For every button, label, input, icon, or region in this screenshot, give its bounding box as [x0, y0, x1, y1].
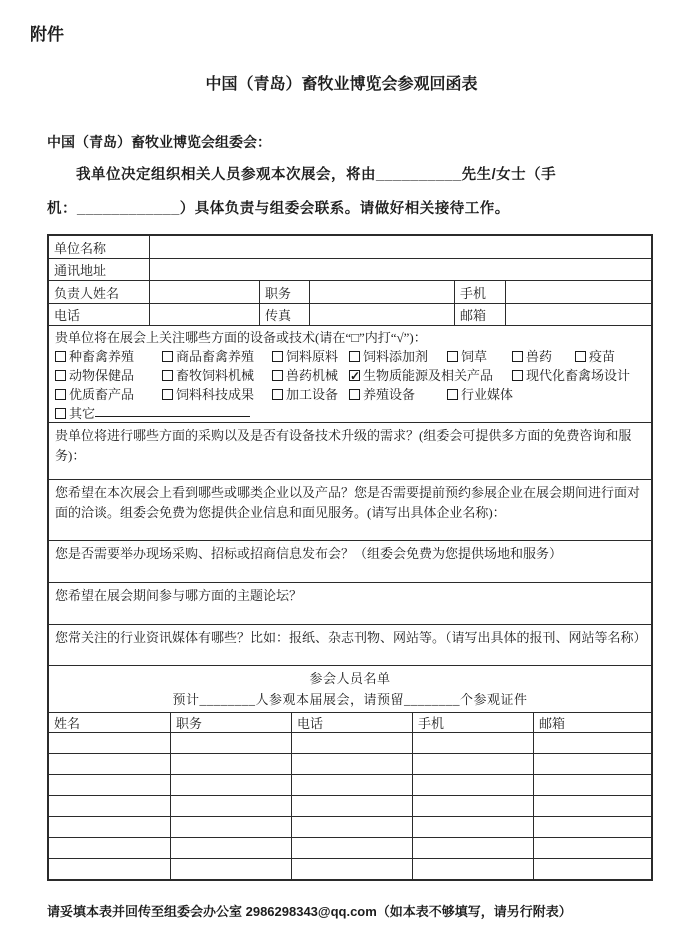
checkbox-line-1	[55, 347, 645, 366]
participant-row	[49, 732, 651, 753]
checkbox-item[interactable]	[162, 366, 272, 385]
unit-name-row	[49, 236, 651, 258]
checkbox-icon	[272, 389, 283, 400]
participant-cell[interactable]	[291, 775, 412, 795]
participant-cell[interactable]	[291, 838, 412, 858]
checkbox-item[interactable]	[447, 385, 513, 404]
participant-cell[interactable]	[412, 775, 533, 795]
salutation: 中国（青岛）畜牧业博览会组委会：	[47, 134, 271, 150]
participant-cell[interactable]	[49, 817, 170, 837]
email-value[interactable]	[505, 304, 651, 325]
checkbox-item[interactable]	[55, 347, 162, 366]
checkbox-label: 商品畜禽养殖	[176, 349, 255, 364]
checkbox-line-other	[55, 404, 645, 423]
participants-header-email: 邮箱	[533, 713, 651, 732]
checkbox-label: 饲料添加剂	[363, 349, 429, 364]
participants-header-position: 职务	[170, 713, 291, 732]
checkbox-item-other[interactable]	[55, 404, 95, 423]
checkbox-item[interactable]	[349, 366, 512, 385]
participants-title-row	[49, 665, 651, 712]
checkbox-icon	[512, 370, 523, 381]
question-row-companies[interactable]	[49, 479, 651, 540]
address-label: 通讯地址	[54, 263, 107, 278]
participant-cell[interactable]	[170, 775, 291, 795]
participant-cell[interactable]	[49, 733, 170, 753]
participant-empty-rows	[49, 732, 651, 879]
participants-title: 参会人员名单	[309, 671, 391, 686]
checkbox-label: 饲草	[461, 349, 488, 364]
fax-value[interactable]	[309, 304, 454, 325]
phone-label: 电话	[54, 308, 81, 323]
checkbox-icon	[162, 389, 173, 400]
participant-cell[interactable]	[533, 817, 651, 837]
checkbox-icon	[162, 370, 173, 381]
question-row-procurement[interactable]	[49, 422, 651, 479]
focus-question: 贵单位将在展会上关注哪些方面的设备或技术(请在“□”内打“√”)：	[55, 330, 427, 345]
participant-cell[interactable]	[533, 733, 651, 753]
position-label: 职务	[259, 281, 309, 303]
checkbox-icon	[349, 370, 360, 381]
participant-cell[interactable]	[170, 733, 291, 753]
checkbox-item[interactable]	[512, 366, 630, 385]
checkbox-icon	[55, 351, 66, 362]
attachment-label: 附件	[30, 25, 64, 44]
checkbox-item[interactable]	[272, 366, 349, 385]
checkbox-label: 饲料原料	[286, 349, 339, 364]
checkbox-label: 生物质能源及相关产品	[363, 368, 494, 383]
participant-row	[49, 858, 651, 879]
question-text: 您希望在本次展会上看到哪些或哪类企业以及产品？您是否需要提前预约参展企业在展会期间进行面对面的洽谈。组委会免费为您提供企业信息和面见服务。(请写出具体企业名称)：	[55, 485, 641, 520]
participants-header-row	[49, 712, 651, 732]
checkbox-icon	[349, 351, 360, 362]
checkbox-item[interactable]	[447, 347, 512, 366]
fax-label: 传真	[259, 304, 309, 325]
focus-section	[49, 325, 651, 422]
unit-name-label: 单位名称	[54, 240, 107, 256]
intro-line-2: 机：____________）具体负责与组委会联系。请做好相关接待工作。	[47, 201, 510, 217]
checkbox-item[interactable]	[349, 347, 447, 366]
contact-name-row	[49, 280, 651, 303]
checkbox-item[interactable]	[349, 385, 447, 404]
participant-cell[interactable]	[170, 754, 291, 774]
participants-header-phone: 电话	[291, 713, 412, 732]
checkbox-line-3	[55, 385, 645, 404]
address-row	[49, 258, 651, 280]
checkbox-icon	[349, 389, 360, 400]
participant-cell[interactable]	[291, 859, 412, 879]
other-blank-line[interactable]	[95, 404, 250, 417]
checkbox-item[interactable]	[575, 347, 615, 366]
checkbox-label: 疫苗	[589, 349, 616, 364]
participant-cell[interactable]	[533, 838, 651, 858]
checkbox-icon	[272, 370, 283, 381]
checkbox-label: 兽药	[526, 349, 553, 364]
phone-row	[49, 303, 651, 325]
participant-row	[49, 816, 651, 837]
checkbox-label: 现代化畜禽场设计	[526, 368, 631, 383]
footer-note: 请妥填本表并回传至组委会办公室 2986298343@qq.com（如本表不够填写，请另行附表）	[47, 904, 572, 919]
intro-paragraph	[47, 158, 653, 226]
participant-cell[interactable]	[291, 733, 412, 753]
participant-cell[interactable]	[291, 754, 412, 774]
question-text: 您希望在展会期间参与哪方面的主题论坛？	[55, 588, 303, 603]
participant-cell[interactable]	[49, 796, 170, 816]
question-row-release-event[interactable]	[49, 540, 651, 582]
checkbox-label: 畜牧饲料机械	[176, 368, 255, 383]
participant-row	[49, 753, 651, 774]
checkbox-label: 养殖设备	[363, 387, 416, 402]
checkbox-icon	[447, 351, 458, 362]
participant-cell[interactable]	[412, 754, 533, 774]
participant-cell[interactable]	[412, 796, 533, 816]
participant-cell[interactable]	[170, 796, 291, 816]
question-row-media[interactable]	[49, 624, 651, 665]
participant-cell[interactable]	[533, 754, 651, 774]
question-text: 您常关注的行业资讯媒体有哪些？比如：报纸、杂志刊物、网站等。（请写出具体的报刊、网站等名称）	[55, 630, 647, 645]
checkbox-item[interactable]	[55, 385, 162, 404]
checkbox-icon	[447, 389, 458, 400]
checkbox-icon	[512, 351, 523, 362]
participant-cell[interactable]	[170, 817, 291, 837]
participant-cell[interactable]	[412, 838, 533, 858]
question-text: 您是否需要举办现场采购、招标或招商信息发布会？（组委会免费为您提供场地和服务）	[55, 546, 563, 561]
checkbox-label: 饲料科技成果	[176, 387, 255, 402]
participant-row	[49, 837, 651, 858]
checkbox-icon	[162, 351, 173, 362]
checkbox-item[interactable]	[55, 366, 162, 385]
position-value[interactable]	[309, 281, 454, 303]
checkbox-icon	[575, 351, 586, 362]
contact-name-value[interactable]	[149, 281, 259, 303]
participant-cell[interactable]	[533, 775, 651, 795]
participant-cell[interactable]	[49, 838, 170, 858]
participant-cell[interactable]	[49, 775, 170, 795]
participant-cell[interactable]	[291, 817, 412, 837]
participants-count-line: 预计________人参观本届展会，请预留________个参观证件	[172, 692, 528, 707]
mobile-value[interactable]	[505, 281, 651, 303]
phone-value[interactable]	[149, 304, 259, 325]
unit-name-value[interactable]	[149, 236, 651, 258]
mobile-label: 手机	[454, 281, 505, 303]
checkbox-label: 行业媒体	[461, 387, 514, 402]
address-value[interactable]	[149, 259, 651, 280]
checkbox-line-2	[55, 366, 645, 385]
participant-cell[interactable]	[533, 796, 651, 816]
checkbox-item[interactable]	[272, 347, 349, 366]
checkbox-label: 兽药机械	[286, 368, 339, 383]
checkbox-label: 种畜禽养殖	[69, 349, 135, 364]
email-label: 邮箱	[454, 304, 505, 325]
checkbox-item[interactable]	[272, 385, 349, 404]
participant-cell[interactable]	[291, 796, 412, 816]
page-title: 中国（青岛）畜牧业博览会参观回函表	[205, 76, 478, 93]
participant-cell[interactable]	[170, 838, 291, 858]
checkbox-label: 优质畜产品	[69, 387, 135, 402]
checkbox-icon	[55, 370, 66, 381]
checkbox-item[interactable]	[162, 347, 272, 366]
contact-name-label: 负责人姓名	[54, 285, 120, 301]
participant-row	[49, 795, 651, 816]
checkbox-label: 动物保健品	[69, 368, 135, 383]
participant-cell[interactable]	[412, 733, 533, 753]
participant-cell[interactable]	[412, 859, 533, 879]
participant-cell[interactable]	[49, 754, 170, 774]
question-row-forum[interactable]	[49, 582, 651, 624]
participant-cell[interactable]	[412, 817, 533, 837]
participants-header-name: 姓名	[54, 716, 81, 731]
participant-row	[49, 774, 651, 795]
checkbox-icon	[55, 389, 66, 400]
checkbox-label: 其它	[69, 406, 96, 421]
participant-cell[interactable]	[170, 859, 291, 879]
intro-line-1: 我单位决定组织相关人员参观本次展会，将由__________先生/女士（手	[76, 167, 557, 183]
participant-cell[interactable]	[49, 859, 170, 879]
question-text: 贵单位将进行哪些方面的采购以及是否有设备技术升级的需求？(组委会可提供多方面的免费咨询和服务)：	[55, 428, 632, 463]
checkbox-item[interactable]	[512, 347, 575, 366]
participant-cell[interactable]	[533, 859, 651, 879]
participants-header-mobile: 手机	[412, 713, 533, 732]
checkbox-label: 加工设备	[286, 387, 339, 402]
form-table	[47, 234, 653, 881]
checkbox-icon	[272, 351, 283, 362]
checkbox-item[interactable]	[162, 385, 272, 404]
checkbox-icon	[55, 408, 66, 419]
